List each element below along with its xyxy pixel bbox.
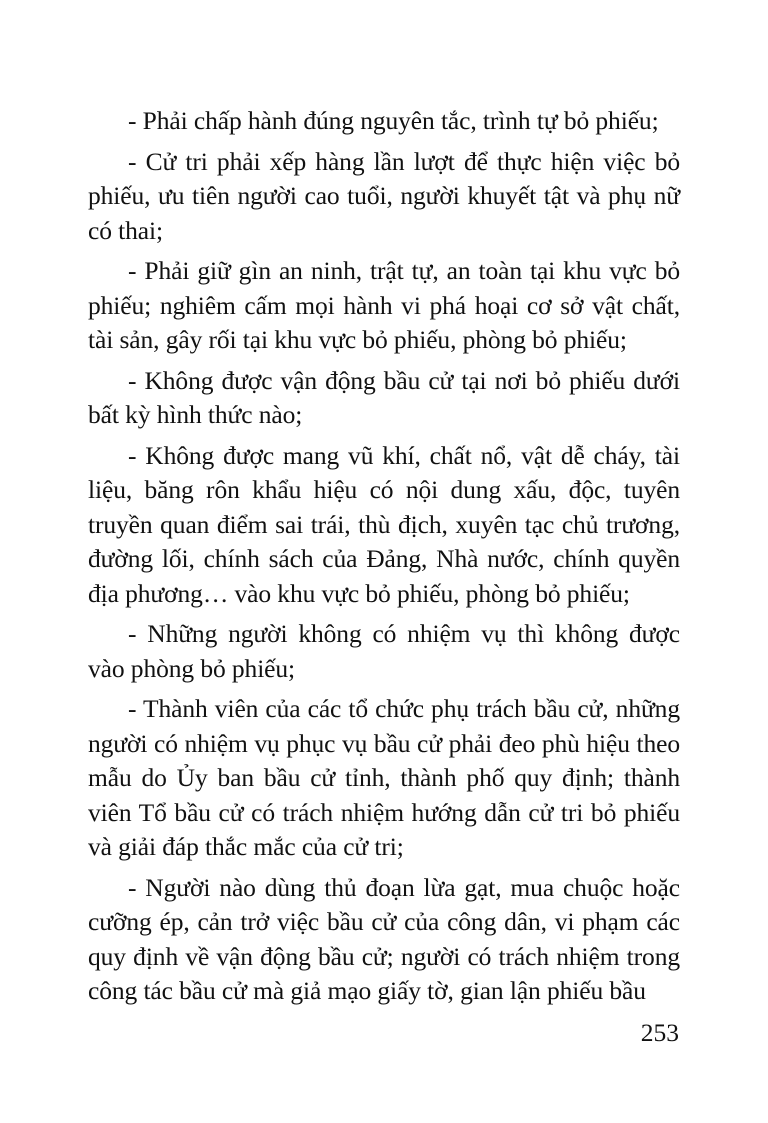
paragraph-no-campaigning: - Không được vận động bầu cử tại nơi bỏ phiếu dưới bất kỳ hình thức nào; <box>88 365 680 429</box>
paragraph-prohibited-items: - Không được mang vũ khí, chất nổ, vật dễ cháy, tài liệu, băng rôn khẩu hiệu có nội dung xấu, độc, tuyên truyền quan điểm sai trái, thù địch, xuyên tạc chủ trương, đường lối, chính sách của Đảng, Nhà nước, chính quyền địa phương… vào khu vực bỏ phiếu, phòng bỏ phiếu; <box>88 440 680 608</box>
paragraph-voting-principles: - Phải chấp hành đúng nguyên tắc, trình tự bỏ phiếu; <box>128 106 659 135</box>
paragraph-staff-badges: - Thành viên của các tổ chức phụ trách bầu cử, những người có nhiệm vụ phục vụ bầu cử phải đeo phù hiệu theo mẫu do Ủy ban bầu cử tỉnh, thành phố quy định; thành viên Tổ bầu cử có trách nhiệm hướng dẫn cử tri bỏ phiếu và giải đáp thắc mắc của cử tri; <box>88 694 680 861</box>
paragraph-voter-queue: - Cử tri phải xếp hàng lần lượt để thực hiện việc bỏ phiếu, ưu tiên người cao tuổi, người khuyết tật và phụ nữ có thai; <box>88 146 680 245</box>
page-number: 253 <box>640 1018 679 1047</box>
paragraph-restricted-entry: - Những người không có nhiệm vụ thì không được vào phòng bỏ phiếu; <box>88 619 680 683</box>
page-body <box>88 104 680 1015</box>
paragraph-violations: - Người nào dùng thủ đoạn lừa gạt, mua chuộc hoặc cưỡng ép, cản trở việc bầu cử của công dân, vi phạm các quy định về vận động bầu cử; người có trách nhiệm trong công tác bầu cử mà giả mạo giấy tờ, gian lận phiếu bầu <box>88 872 680 1005</box>
paragraph-security-order: - Phải giữ gìn an ninh, trật tự, an toàn tại khu vực bỏ phiếu; nghiêm cấm mọi hành vi phá hoại cơ sở vật chất, tài sản, gây rối tại khu vực bỏ phiếu, phòng bỏ phiếu; <box>88 256 680 354</box>
